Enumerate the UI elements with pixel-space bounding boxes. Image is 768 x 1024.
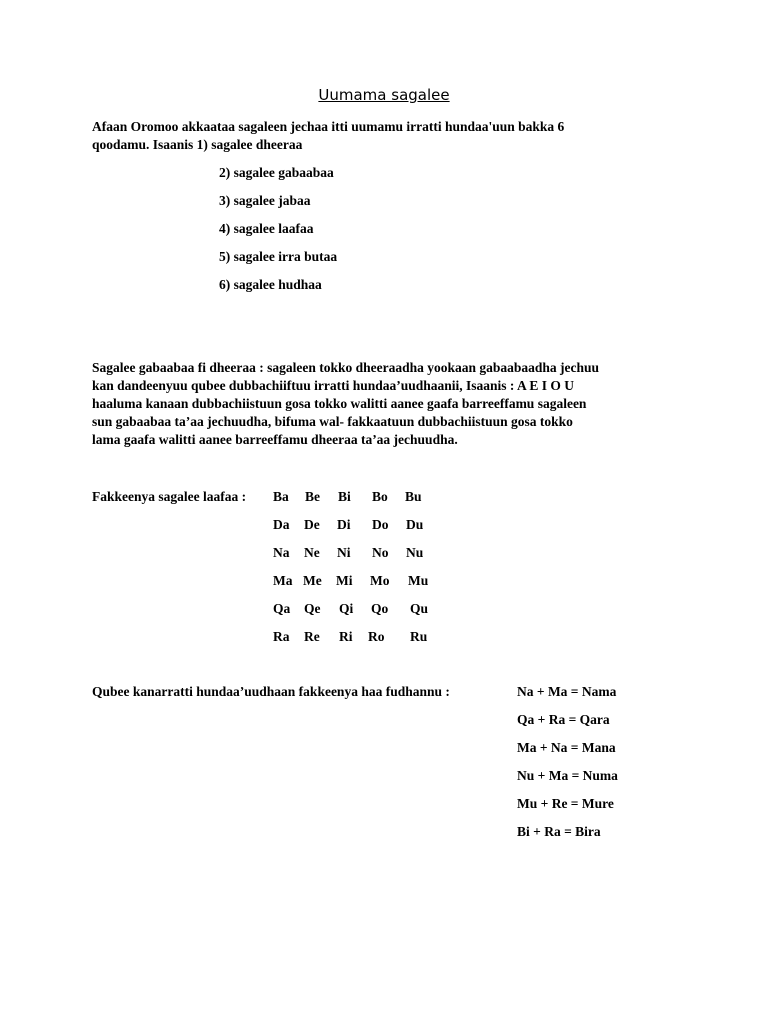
intro-list-item: 2) sagalee gabaabaa	[219, 165, 334, 180]
syllable: Nu	[406, 545, 424, 560]
syllable: Du	[406, 517, 424, 532]
paragraph2-line: lama gaafa walitti aanee barreeffamu dheeraa ta’aa jechuudha.	[92, 432, 458, 447]
syllable: Ru	[410, 629, 428, 644]
syllable: Ni	[337, 545, 351, 560]
syllable: Na	[273, 545, 290, 560]
intro-line-2: qoodamu. Isaanis 1) sagalee dheeraa	[92, 137, 303, 152]
intro-list-item: 3) sagalee jabaa	[219, 193, 311, 208]
page-title: Uumama sagalee	[318, 86, 450, 104]
syllable: Ma	[273, 573, 293, 588]
syllable: Qi	[339, 601, 354, 616]
syllable: Di	[337, 517, 351, 532]
syllable: Bo	[372, 489, 388, 504]
paragraph2-line: sun gabaabaa ta’aa jechuudha, bifuma wal- fakkaatuun dubbachiistuun gosa tokko	[92, 414, 573, 429]
syllable: Qe	[304, 601, 321, 616]
syllable: Me	[303, 573, 322, 588]
syllable: Do	[372, 517, 389, 532]
syllable: Mi	[336, 573, 353, 588]
syllable: Qo	[371, 601, 389, 616]
paragraph2-line: kan dandeenyuu qubee dubbachiiftuu irratti hundaa’uudhaanii, Isaanis : A E I O U	[92, 378, 575, 393]
syllable: Bu	[405, 489, 422, 504]
combo-item: Ma + Na = Mana	[517, 740, 616, 755]
syllable: Be	[305, 489, 320, 504]
examples-label: Fakkeenya sagalee laafaa :	[92, 489, 247, 504]
syllable: Bi	[338, 489, 351, 504]
syllable: Da	[273, 517, 290, 532]
combo-item: Nu + Ma = Numa	[517, 768, 618, 783]
combo-item: Mu + Re = Mure	[517, 796, 614, 811]
combo-item: Qa + Ra = Qara	[517, 712, 610, 727]
combo-item: Bi + Ra = Bira	[517, 824, 601, 839]
syllable: De	[304, 517, 320, 532]
syllable: Ba	[273, 489, 289, 504]
syllable: Ri	[339, 629, 353, 644]
syllable: Re	[304, 629, 320, 644]
intro-list-item: 5) sagalee irra butaa	[219, 249, 338, 264]
intro-list-item: 6) sagalee hudhaa	[219, 277, 322, 292]
paragraph2-line: haaluma kanaan dubbachiistuun gosa tokko walitti aanee gaafa barreeffamu sagaleen	[92, 396, 587, 411]
syllable: Ro	[368, 629, 385, 644]
syllable: Ra	[273, 629, 290, 644]
syllable: Ne	[304, 545, 320, 560]
syllable: Qa	[273, 601, 291, 616]
intro-list-item: 4) sagalee laafaa	[219, 221, 314, 236]
intro-line-1: Afaan Oromoo akkaataa sagaleen jechaa itti uumamu irratti hundaa'uun bakka 6	[92, 119, 565, 134]
paragraph2-line: Sagalee gabaabaa fi dheeraa : sagaleen tokko dheeraadha yookaan gabaabaadha jechuu	[92, 360, 600, 375]
combo-item: Na + Ma = Nama	[517, 684, 617, 699]
combos-label: Qubee kanarratti hundaa’uudhaan fakkeenya haa fudhannu :	[92, 684, 450, 699]
syllable: No	[372, 545, 389, 560]
syllable: Mu	[408, 573, 429, 588]
syllable: Qu	[410, 601, 429, 616]
syllable: Mo	[370, 573, 390, 588]
